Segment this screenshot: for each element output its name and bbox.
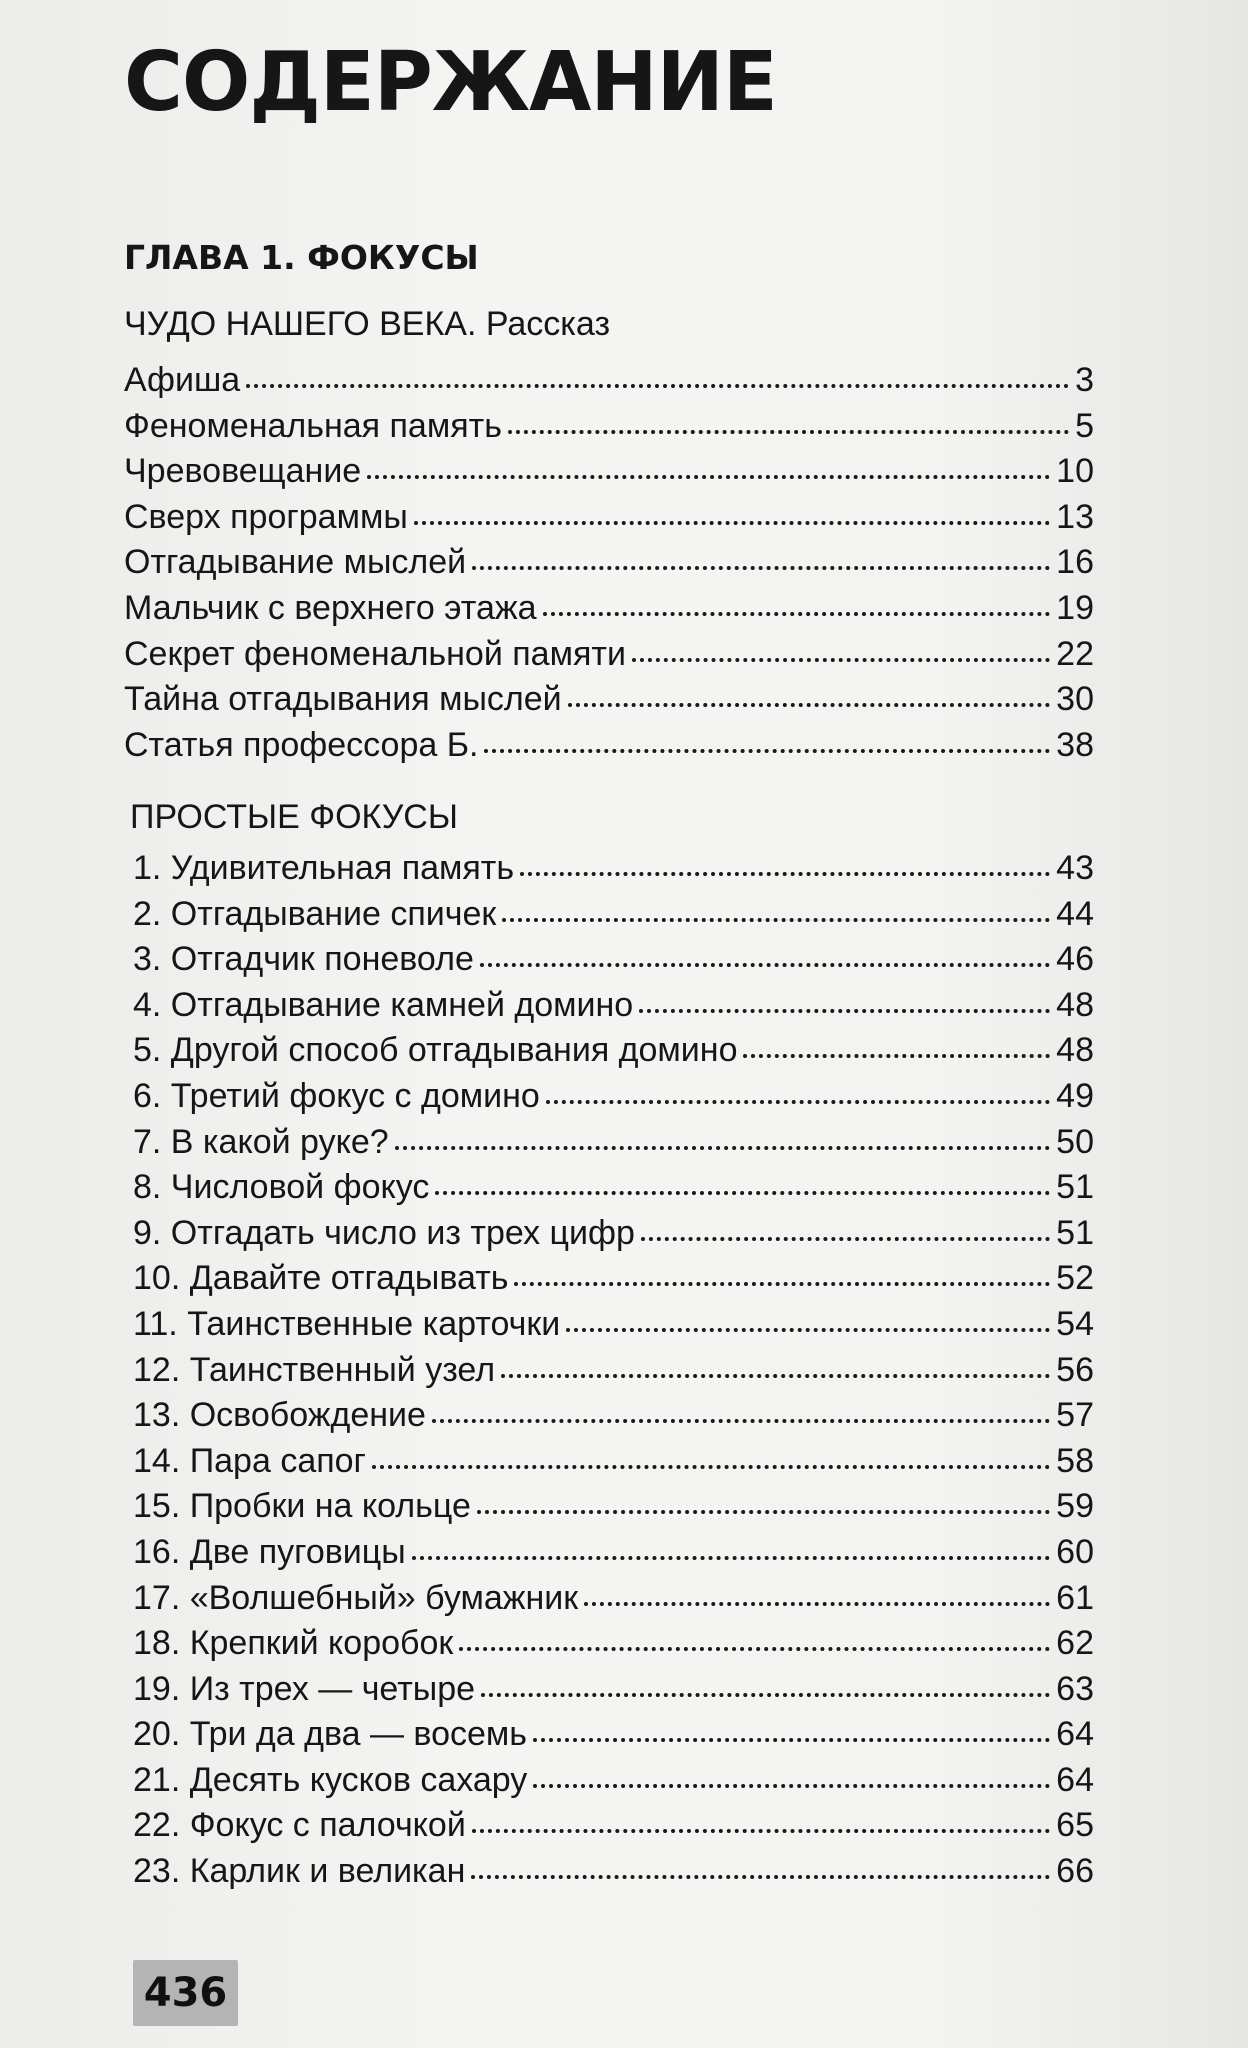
toc-entry xyxy=(124,540,1094,586)
toc-entry-page: 3 xyxy=(1075,361,1094,399)
chapter-heading: ГЛАВА 1. ФОКУСЫ xyxy=(124,238,479,277)
toc-entry-page: 58 xyxy=(1056,1441,1094,1480)
toc-entry-title: Феноменальная память xyxy=(124,406,502,445)
toc-entry xyxy=(133,1667,1094,1713)
toc-entry-page: 48 xyxy=(1056,1031,1094,1070)
toc-entry-title: 10. Давайте отгадывать xyxy=(133,1259,509,1298)
dot-leader xyxy=(367,475,1050,479)
toc-entry xyxy=(124,358,1094,404)
dot-leader xyxy=(481,1693,1050,1697)
dot-leader xyxy=(502,918,1050,922)
toc-entry-title: 22. Фокус с палочкой xyxy=(133,1806,466,1845)
toc-entry xyxy=(133,1576,1094,1622)
toc-entry xyxy=(133,1758,1094,1804)
toc-list-story xyxy=(124,358,1094,768)
page-title: СОДЕРЖАНИЕ xyxy=(124,35,777,130)
toc-entry-title: 2. Отгадывание спичек xyxy=(133,894,497,933)
toc-entry-title: Мальчик с верхнего этажа xyxy=(124,588,537,627)
dot-leader xyxy=(566,1328,1050,1332)
toc-entry-page: 60 xyxy=(1056,1532,1094,1571)
dot-leader xyxy=(412,1556,1050,1560)
dot-leader xyxy=(514,1282,1050,1286)
dot-leader xyxy=(414,521,1050,525)
toc-entry-title: 11. Таинственные карточки xyxy=(133,1304,561,1343)
toc-entry-title: 3. Отгадчик поневоле xyxy=(133,940,474,979)
toc-entry-page: 44 xyxy=(1056,894,1094,933)
toc-entry-page: 66 xyxy=(1056,1852,1094,1891)
toc-entry-page: 65 xyxy=(1056,1806,1094,1845)
toc-entry-title: 13. Освобождение xyxy=(133,1396,426,1435)
toc-entry-page: 10 xyxy=(1056,452,1094,491)
toc-entry-page: 46 xyxy=(1056,940,1094,979)
dot-leader xyxy=(543,612,1051,616)
dot-leader xyxy=(395,1146,1051,1150)
toc-entry xyxy=(133,892,1094,938)
dot-leader xyxy=(520,872,1050,876)
toc-entry-title: Отгадывание мыслей xyxy=(124,543,467,582)
toc-entry xyxy=(124,449,1094,495)
dot-leader xyxy=(639,1009,1050,1013)
toc-entry-title: 12. Таинственный узел xyxy=(133,1350,496,1389)
toc-entry xyxy=(124,404,1094,450)
toc-entry-page: 59 xyxy=(1056,1487,1094,1526)
dot-leader xyxy=(584,1602,1050,1606)
section-heading-simple: ПРОСТЫЕ ФОКУСЫ xyxy=(130,798,458,836)
toc-entry-page: 16 xyxy=(1056,543,1094,582)
toc-entry-page: 5 xyxy=(1075,406,1094,445)
toc-entry-page: 52 xyxy=(1056,1259,1094,1298)
toc-entry-page: 51 xyxy=(1056,1213,1094,1252)
toc-entry xyxy=(124,495,1094,541)
toc-entry xyxy=(133,1120,1094,1166)
toc-entry-title: 4. Отгадывание камней домино xyxy=(133,985,634,1024)
toc-entry xyxy=(124,677,1094,723)
toc-entry-title: 15. Пробки на кольце xyxy=(133,1487,471,1526)
toc-entry xyxy=(133,1393,1094,1439)
toc-entry-title: Секрет феноменальной памяти xyxy=(124,634,626,673)
dot-leader xyxy=(435,1191,1050,1195)
toc-entry-title: Афиша xyxy=(124,361,241,399)
toc-entry xyxy=(133,1165,1094,1211)
dot-leader xyxy=(472,566,1050,570)
toc-entry xyxy=(133,1803,1094,1849)
toc-entry xyxy=(124,586,1094,632)
dot-leader xyxy=(508,430,1069,434)
toc-entry-page: 51 xyxy=(1056,1168,1094,1207)
toc-entry-title: 19. Из трех — четыре xyxy=(133,1669,476,1708)
dot-leader xyxy=(533,1738,1050,1742)
toc-entry-title: 23. Карлик и великан xyxy=(133,1852,466,1891)
toc-entry xyxy=(133,1302,1094,1348)
toc-entry-page: 30 xyxy=(1056,680,1094,719)
dot-leader xyxy=(459,1647,1050,1651)
toc-entry xyxy=(133,1211,1094,1257)
toc-entry-title: 21. Десять кусков сахару xyxy=(133,1760,528,1799)
toc-entry-page: 13 xyxy=(1056,497,1094,536)
toc-entry-page: 49 xyxy=(1056,1076,1094,1115)
toc-entry-page: 62 xyxy=(1056,1624,1094,1663)
dot-leader xyxy=(533,1784,1050,1788)
toc-entry xyxy=(133,1712,1094,1758)
toc-entry-page: 48 xyxy=(1056,985,1094,1024)
toc-entry-title: Тайна отгадывания мыслей xyxy=(124,680,562,719)
toc-entry-page: 38 xyxy=(1056,725,1094,764)
toc-entry-title: 6. Третий фокус с домино xyxy=(133,1076,540,1115)
toc-entry-page: 61 xyxy=(1056,1578,1094,1617)
toc-entry xyxy=(133,1439,1094,1485)
toc-entry-title: 17. «Волшебный» бумажник xyxy=(133,1578,579,1617)
toc-entry xyxy=(133,1530,1094,1576)
toc-entry-title: 20. Три да два — восемь xyxy=(133,1715,528,1754)
dot-leader xyxy=(632,658,1050,662)
dot-leader xyxy=(501,1374,1050,1378)
toc-entry xyxy=(124,723,1094,769)
toc-entry-page: 64 xyxy=(1056,1760,1094,1799)
toc-entry xyxy=(133,1849,1094,1895)
toc-entry-page: 50 xyxy=(1056,1122,1094,1161)
dot-leader xyxy=(743,1054,1050,1058)
toc-entry xyxy=(133,1484,1094,1530)
dot-leader xyxy=(480,963,1050,967)
toc-entry-title: 5. Другой способ отгадывания домино xyxy=(133,1031,738,1070)
toc-entry-title: Чревовещание xyxy=(124,452,362,491)
dot-leader xyxy=(471,1875,1050,1879)
toc-entry-page: 43 xyxy=(1056,849,1094,887)
toc-entry-title: 1. Удивительная память xyxy=(133,849,515,887)
dot-leader xyxy=(568,703,1051,707)
toc-entry-title: 16. Две пуговицы xyxy=(133,1532,406,1571)
toc-entry xyxy=(133,983,1094,1029)
toc-entry xyxy=(133,1621,1094,1667)
toc-entry-title: 8. Числовой фокус xyxy=(133,1168,430,1207)
toc-entry-page: 54 xyxy=(1056,1304,1094,1343)
dot-leader xyxy=(472,1829,1050,1833)
toc-entry-page: 56 xyxy=(1056,1350,1094,1389)
toc-entry-title: Сверх программы xyxy=(124,497,408,536)
toc-entry-page: 57 xyxy=(1056,1396,1094,1435)
toc-entry xyxy=(133,1256,1094,1302)
toc-entry xyxy=(133,1074,1094,1120)
dot-leader xyxy=(372,1465,1050,1469)
toc-entry-page: 22 xyxy=(1056,634,1094,673)
toc-entry-page: 19 xyxy=(1056,588,1094,627)
toc-entry xyxy=(133,846,1094,892)
toc-entry-title: 14. Пара сапог xyxy=(133,1441,366,1480)
dot-leader xyxy=(432,1419,1050,1423)
dot-leader xyxy=(641,1237,1050,1241)
toc-entry-title: 9. Отгадать число из трех цифр xyxy=(133,1213,635,1252)
toc-list-simple xyxy=(133,846,1094,1895)
dot-leader xyxy=(484,749,1050,753)
toc-entry xyxy=(133,1028,1094,1074)
dot-leader xyxy=(246,384,1069,388)
dot-leader xyxy=(546,1100,1050,1104)
toc-entry-title: Статья профессора Б. xyxy=(124,725,479,764)
page-number: 436 xyxy=(133,1960,238,2026)
section-heading-story: ЧУДО НАШЕГО ВЕКА. Рассказ xyxy=(124,305,611,343)
toc-entry-page: 64 xyxy=(1056,1715,1094,1754)
toc-entry xyxy=(133,937,1094,983)
dot-leader xyxy=(477,1510,1050,1514)
toc-entry xyxy=(124,632,1094,678)
toc-entry xyxy=(133,1348,1094,1394)
toc-entry-title: 18. Крепкий коробок xyxy=(133,1624,454,1663)
toc-entry-page: 63 xyxy=(1056,1669,1094,1708)
toc-entry-title: 7. В какой руке? xyxy=(133,1122,389,1161)
